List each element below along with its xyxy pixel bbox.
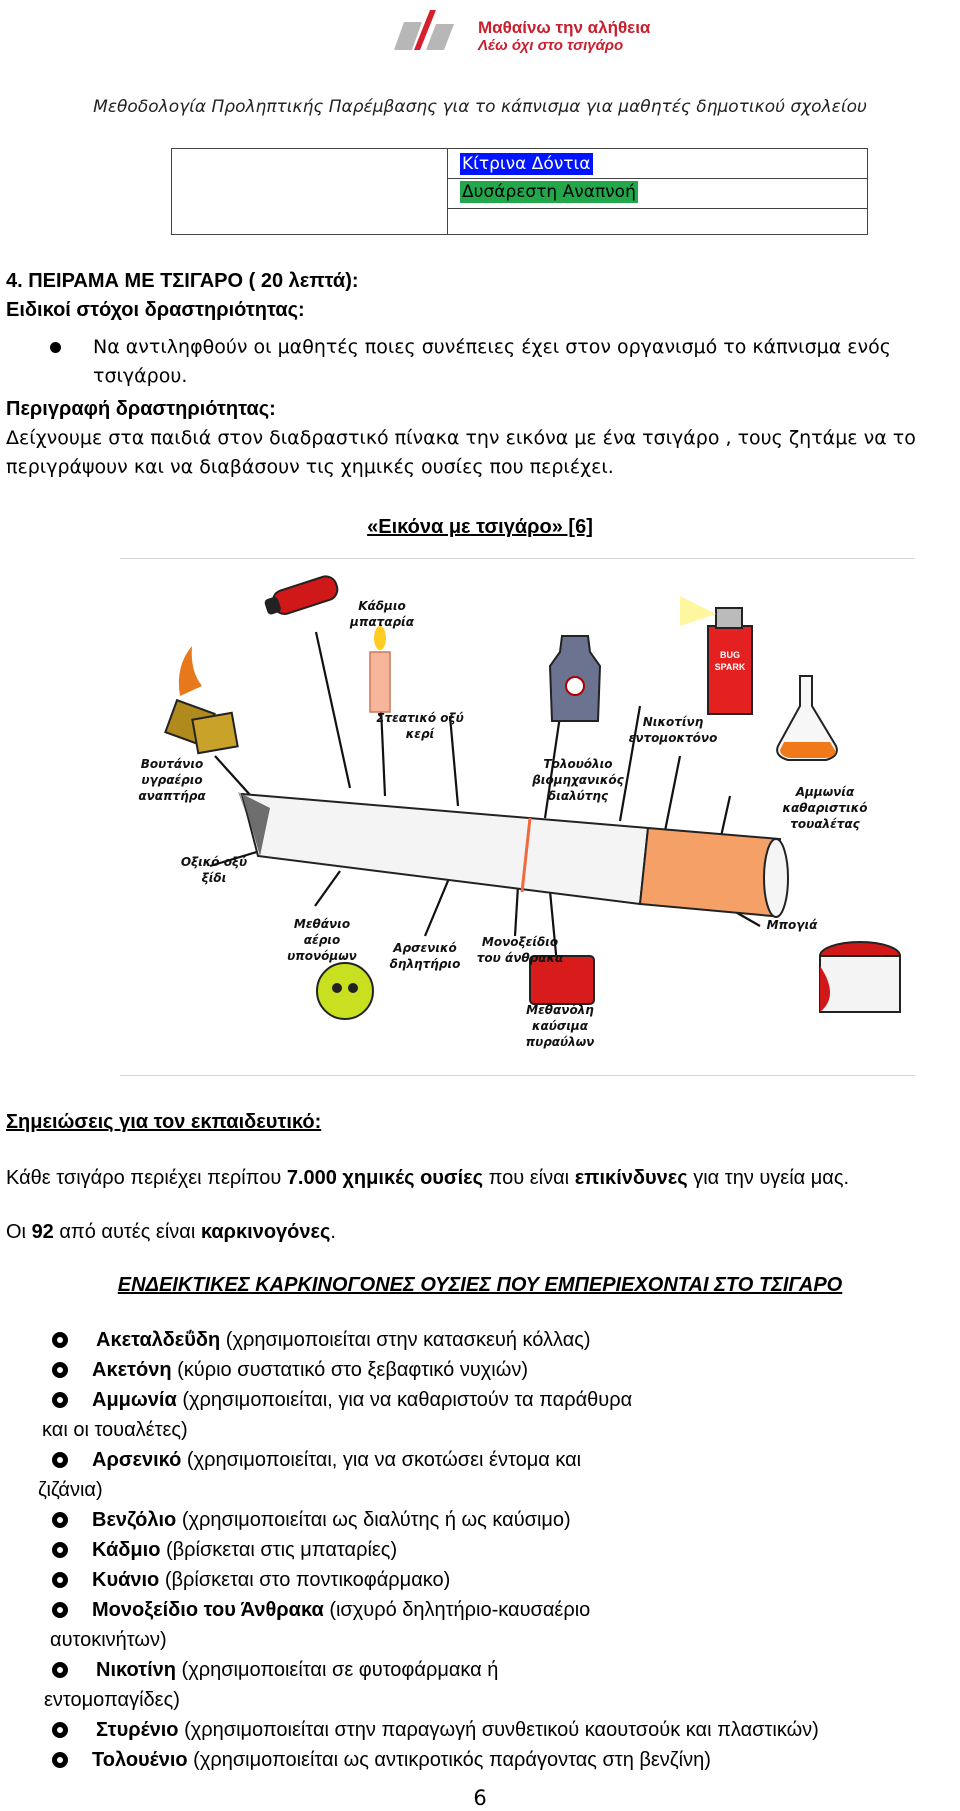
notes-paragraph: Οι 92 από αυτές είναι καρκινογόνες. — [6, 1221, 336, 1243]
label-toluene-use2: διαλύτης — [547, 789, 609, 803]
label-stearic: Στεατικό οξύ — [376, 711, 464, 725]
bullet-ring-icon — [52, 1512, 68, 1528]
description-text: Δείχνουμε στα παιδιά στον διαδραστικό πίνακα την εικόνα με ένα τσιγάρο , τους ζητάμε να το — [6, 427, 916, 449]
logo-mark-icon — [392, 4, 472, 54]
cigarette-chemicals-illustration — [120, 556, 915, 1079]
list-item-text: Τολουένιο (χρησιμοποιείται ως αντικροτικός παράγοντας στη βενζίνη) — [92, 1749, 711, 1771]
label-butane-use2: αναπτήρα — [138, 789, 206, 803]
objectives-label: Ειδικοί στόχοι δραστηριότητας: — [6, 299, 305, 321]
label-methanol-use2: πυραύλων — [525, 1035, 595, 1049]
label-co: Μονοξείδιο — [481, 935, 559, 949]
label-nicotine: Νικοτίνη — [642, 715, 704, 729]
bullet-ring-icon — [52, 1392, 68, 1408]
logo-line-1: Μαθαίνω την αλήθεια — [478, 18, 651, 37]
list-item-text: Ακετόνη (κύριο συστατικό στο ξεβαφτικό νυχιών) — [92, 1359, 529, 1381]
objective-text: τσιγάρου. — [93, 365, 188, 387]
list-item-continuation: και οι τουαλέτες) — [42, 1419, 188, 1441]
table-divider — [447, 178, 867, 179]
label-acetic: Οξικό οξύ — [180, 855, 248, 869]
table-cell-highlight: Δυσάρεστη Αναπνοή — [462, 182, 636, 202]
page-number: 6 — [473, 1786, 487, 1810]
can-label: SPARK — [714, 662, 746, 672]
label-acetic-use: ξίδι — [201, 871, 227, 885]
label-cadmium: Κάδμιο — [358, 599, 406, 613]
list-item-text: Βενζόλιο (χρησιμοποιείται ως διαλύτης ή ως καύσιμο) — [92, 1509, 571, 1531]
description-label: Περιγραφή δραστηριότητας: — [6, 398, 276, 420]
document-subtitle: Μεθοδολογία Προληπτικής Παρέμβασης για το κάπνισμα για μαθητές δημοτικού σχολείου — [93, 97, 867, 117]
label-nicotine-use: εντομοκτόνο — [628, 731, 718, 745]
list-item-continuation: αυτοκινήτων) — [50, 1629, 167, 1651]
list-item-text: Αμμωνία (χρησιμοποιείται, για να καθαριστούν τα παράθυρα — [92, 1389, 633, 1411]
notes-heading: Σημειώσεις για τον εκπαιδευτικό: — [6, 1111, 322, 1133]
logo — [392, 4, 652, 54]
label-methane-use: αέριο — [303, 933, 341, 947]
label-ammonia: Αμμωνία — [795, 785, 855, 799]
table-divider — [447, 149, 448, 234]
label-paint: Μπογιά — [766, 918, 818, 932]
figure-title: «Εικόνα με τσιγάρο» [6] — [367, 516, 593, 538]
list-item-continuation: εντομοπαγίδες) — [44, 1689, 180, 1711]
list-item-text: Κυάνιο (βρίσκεται στο ποντικοφάρμακο) — [92, 1569, 451, 1591]
list-item-text: Στυρένιο (χρησιμοποιείται στην παραγωγή συνθετικού καουτσούκ και πλαστικών) — [96, 1719, 819, 1741]
label-cadmium-use: μπαταρία — [350, 615, 414, 629]
bullet-ring-icon — [52, 1452, 68, 1468]
notes-paragraph: Κάθε τσιγάρο περιέχει περίπου 7.000 χημικές ουσίες που είναι επικίνδυνες για την υγεία μας. — [6, 1167, 850, 1189]
section-heading: 4. ΠΕΙΡΑΜΑ ΜΕ ΤΣΙΓΑΡΟ ( 20 λεπτά): — [6, 270, 359, 292]
label-butane-use: υγραέριο — [141, 773, 203, 787]
logo-line-2: Λέω όχι στο τσιγάρο — [478, 37, 624, 54]
bullet-ring-icon — [52, 1662, 68, 1678]
label-methane-use2: υπονόμων — [287, 949, 357, 963]
description-text: περιγράψουν και να διαβάσουν τις χημικές ουσίες που περιέχει. — [6, 456, 614, 478]
list-item-text: Μονοξείδιο του Άνθρακα (ισχυρό δηλητήριο-καυσαέριο — [92, 1599, 591, 1621]
label-co-use: του άνθρακα — [476, 951, 564, 965]
list-item-text: Νικοτίνη (χρησιμοποιείται σε φυτοφάρμακα ή — [96, 1659, 499, 1681]
label-methane: Μεθάνιο — [293, 917, 351, 931]
divider — [120, 1075, 915, 1076]
carcinogens-title: ΕΝΔΕΙΚΤΙΚΕΣ ΚΑΡΚΙΝΟΓΟΝΕΣ ΟΥΣΙΕΣ ΠΟΥ ΕΜΠΕΡΙΕΧΟΝΤΑΙ ΣΤΟ ΤΣΙΓΑΡΟ — [117, 1274, 843, 1296]
label-toluene: Τολουόλιο — [543, 757, 613, 771]
objective-text: Να αντιληφθούν οι μαθητές ποιες συνέπειες έχει στον οργανισμό το κάπνισμα ενός — [93, 336, 891, 358]
label-butane: Βουτάνιο — [140, 757, 204, 771]
bullet-ring-icon — [52, 1362, 68, 1378]
label-methanol-use: καύσιμα — [532, 1019, 588, 1033]
list-item-text: Ακεταλδεΰδη (χρησιμοποιείται στην κατασκευή κόλλας) — [96, 1329, 591, 1351]
label-ammonia-use2: τουαλέτας — [790, 817, 860, 831]
label-arsenic-use: δηλητήριο — [389, 957, 461, 971]
label-stearic-use: κερί — [405, 727, 435, 741]
label-arsenic: Αρσενικό — [393, 941, 457, 955]
label-methanol: Μεθανόλη — [526, 1003, 594, 1017]
bullet-ring-icon — [52, 1752, 68, 1768]
bullet-ring-icon — [52, 1722, 68, 1738]
list-item-continuation: ζιζάνια) — [38, 1479, 103, 1501]
bullet-ring-icon — [52, 1542, 68, 1558]
table-cell-highlight: Κίτρινα Δόντια — [462, 154, 591, 174]
label-toluene-use: βιομηχανικός — [532, 773, 624, 787]
bullet-icon — [50, 342, 61, 353]
label-ammonia-use: καθαριστικό — [782, 801, 868, 815]
table-divider — [447, 208, 867, 209]
bullet-ring-icon — [52, 1602, 68, 1618]
table-fragment — [171, 148, 868, 235]
bullet-ring-icon — [52, 1332, 68, 1348]
list-item-text: Κάδμιο (βρίσκεται στις μπαταρίες) — [92, 1539, 398, 1561]
list-item-text: Αρσενικό (χρησιμοποιείται, για να σκοτώσει έντομα και — [92, 1449, 582, 1471]
can-label: BUG — [720, 650, 740, 660]
bullet-ring-icon — [52, 1572, 68, 1588]
